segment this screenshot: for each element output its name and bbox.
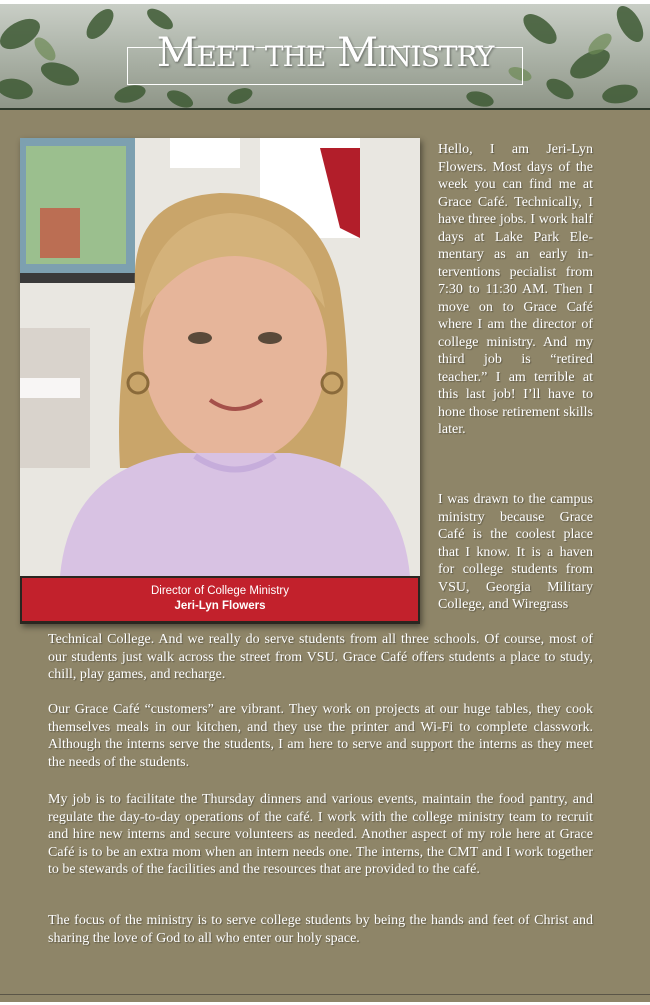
bottom-rule bbox=[0, 994, 650, 995]
caption-role: Director of College Ministry bbox=[150, 585, 290, 597]
portrait-frame bbox=[20, 138, 420, 624]
focus-paragraph: The focus of the ministry is to serve college students by being the hands and feet of Christ and sharing the love of God to all who enter our holy space. bbox=[48, 913, 593, 946]
page-title: Meet the Ministry bbox=[156, 30, 494, 76]
photo-caption bbox=[22, 578, 418, 621]
reason-paragraph-end: Technical College. And we really do serve students from all three schools. Of course, most of our students just walk across the street from VSU. Grace Café offers students a place to study, chill, play games, and recharge. bbox=[48, 632, 593, 682]
portrait-photo bbox=[20, 138, 420, 576]
customers-paragraph: Our Grace Café “customers” are vibrant. They work on projects at our huge tables, they cook themselves meals in our kitchen, and they use the printer and Wi-Fi to complete classwork. Although the interns serve the students, I am here to serve and support the interns as they meet the needs of the students. bbox=[48, 702, 593, 770]
job-paragraph: My job is to facilitate the Thursday dinners and various events, maintain the food pantry, and regulate the day-to-day operations of the café. I work with the college ministry team to recruit and hire new interns and secure volunteers as needed. Another aspect of my role here at Grace Café is to be an extra mom when an intern needs one. The interns, the CMT and I work together to be stewards of the facilities and the resources that are provided to the café. bbox=[48, 792, 593, 877]
reason-paragraph-start: I was drawn to the campus ministry because Grace Café is the coolest place that I know. It is a haven for college students from VSU, Georgia Military College, and Wiregrass bbox=[438, 492, 593, 612]
caption-name: Jeri-Lyn Flowers bbox=[174, 600, 266, 612]
intro-paragraph: Hello, I am Jeri-Lyn Flowers. Most days of the week you can find me at Grace Café. Technically, I have three jobs. I work half days at Lake Park Elementary as an early interventions pecialist from 7:30 to 11:30 AM. Then I move on to Grace Café where I am the director of college ministry. And my third job is “retired teacher.” I am terrible at this last job! I’ll have to hone those retirement skills later. bbox=[438, 142, 593, 437]
header-banner bbox=[0, 4, 650, 110]
